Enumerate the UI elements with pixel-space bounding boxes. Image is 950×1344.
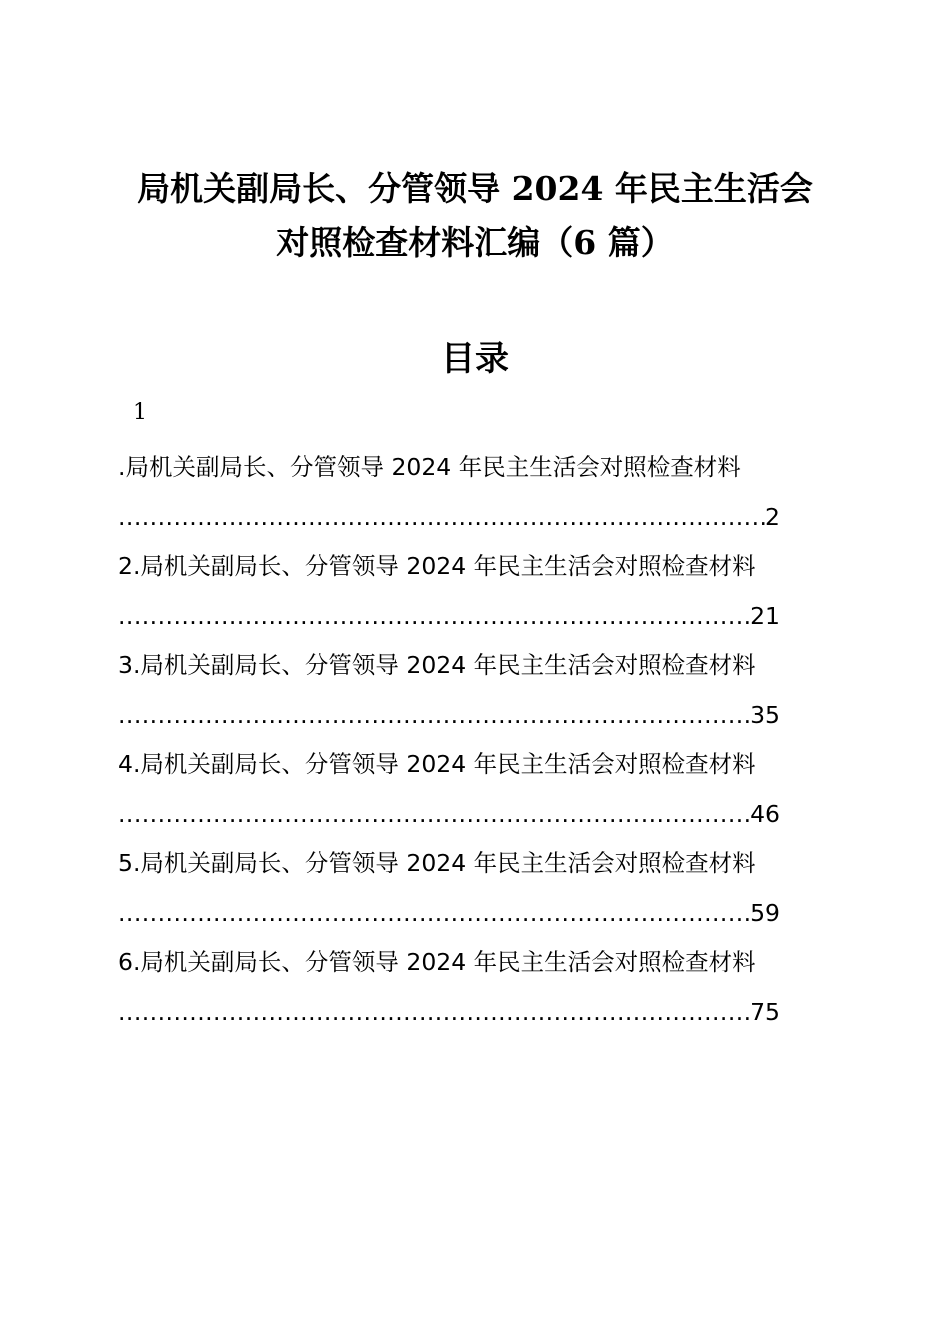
- toc-heading: 目录: [441, 339, 509, 379]
- toc-entry-leader: [118, 592, 780, 642]
- toc-entry-page-number: 21: [750, 601, 780, 630]
- toc-entry-page-number: 2: [765, 502, 780, 531]
- document-title-line-1: 局机关副局长、分管领导 2024 年民主生活会: [137, 169, 813, 208]
- toc-entry-6[interactable]: [118, 938, 838, 1037]
- toc-entry-page-number: 75: [750, 997, 780, 1026]
- toc-entry-title: 6.局机关副局长、分管领导 2024 年民主生活会对照检查材料: [118, 948, 756, 976]
- toc-entry-leader: [118, 493, 780, 543]
- toc-entry-4[interactable]: [118, 740, 838, 839]
- toc-entry-leader: [118, 691, 780, 741]
- toc-entry-title: .局机关副局长、分管领导 2024 年民主生活会对照检查材料: [118, 453, 741, 481]
- toc-entry-page-number: 35: [750, 700, 780, 729]
- toc-dot-leader: [118, 988, 750, 1038]
- toc-entry-2[interactable]: [118, 542, 838, 641]
- toc-entry-title: 3.局机关副局长、分管领导 2024 年民主生活会对照检查材料: [118, 651, 756, 679]
- toc-dot-leader: [118, 691, 750, 741]
- toc-entry-leader: [118, 988, 780, 1038]
- toc-stray-number: 1: [133, 400, 147, 425]
- toc-entry-1[interactable]: [118, 443, 838, 542]
- toc-entry-3[interactable]: [118, 641, 838, 740]
- toc-entry-page-number: 59: [750, 898, 780, 927]
- toc-entry-page-number: 46: [750, 799, 780, 828]
- toc-dot-leader: [118, 889, 750, 939]
- toc-dot-leader: [118, 493, 765, 543]
- toc-entry-title: 4.局机关副局长、分管领导 2024 年民主生活会对照检查材料: [118, 750, 756, 778]
- toc-dot-leader: [118, 592, 750, 642]
- toc-dot-leader: [118, 790, 750, 840]
- toc-entry-title: 5.局机关副局长、分管领导 2024 年民主生活会对照检查材料: [118, 849, 756, 877]
- toc-entry-leader: [118, 889, 780, 939]
- document-title: [0, 162, 950, 270]
- document-title-line-2: 对照检查材料汇编（6 篇）: [276, 223, 674, 262]
- toc-entry-title: 2.局机关副局长、分管领导 2024 年民主生活会对照检查材料: [118, 552, 756, 580]
- toc-entry-leader: [118, 790, 780, 840]
- toc-entry-5[interactable]: [118, 839, 838, 938]
- table-of-contents: [118, 443, 838, 1037]
